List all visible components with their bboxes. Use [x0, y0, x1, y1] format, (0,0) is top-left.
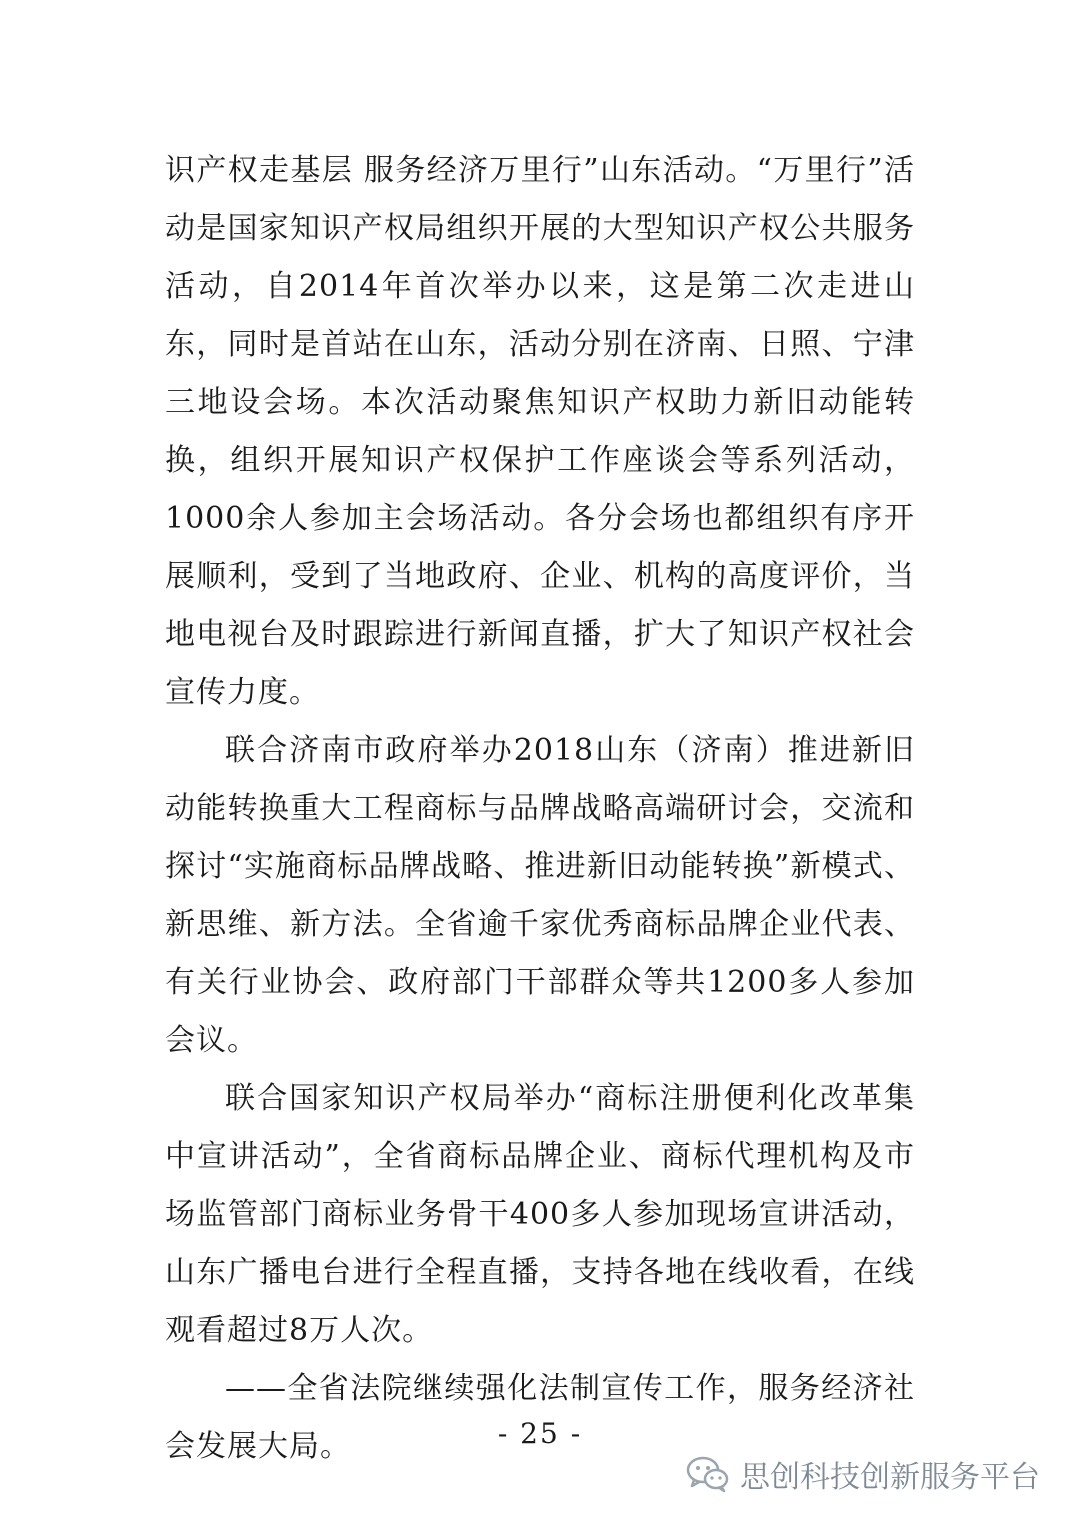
paragraph-court-publicity: ——全省法院继续强化法制宣传工作，服务经济社会发展大局。 [165, 1371, 915, 1464]
paragraph-jinan-seminar: 联合济南市政府举办2018山东（济南）推进新旧动能转换重大工程商标与品牌战略高端研讨会，交流和探讨“实施商标品牌战略、推进新旧动能转换”新模式、新思维、新方法。全省逾千家优秀商标品牌企业代表、有关行业协会、政府部门干部群众等共1200多人参加会议。 [165, 733, 915, 1058]
body-text [165, 142, 915, 1476]
paragraph-continuation: 识产权走基层 服务经济万里行”山东活动。“万里行”活动是国家知识产权局组织开展的大型知识产权公共服务活动，自2014年首次举办以来，这是第二次走进山东，同时是首站在山东，活动分别在济南、日照、宁津三地设会场。本次活动聚焦知识产权助力新旧动能转换，组织开展知识产权保护工作座谈会等系列活动，1000余人参加主会场活动。各分会场也都组织有序开展顺利，受到了当地政府、企业、机构的高度评价，当地电视台及时跟踪进行新闻直播，扩大了知识产权社会宣传力度。 [165, 153, 915, 710]
watermark [686, 1452, 1040, 1496]
page-number: - 25 - [497, 1417, 583, 1450]
paragraph-trademark-briefing: 联合国家知识产权局举办“商标注册便利化改革集中宣讲活动”，全省商标品牌企业、商标代理机构及市场监管部门商标业务骨干400多人参加现场宣讲活动，山东广播电台进行全程直播，支持各地在线收看，在线观看超过8万人次。 [165, 1081, 915, 1348]
wechat-icon [686, 1455, 730, 1493]
watermark-text: 思创科技创新服务平台 [740, 1460, 1040, 1495]
